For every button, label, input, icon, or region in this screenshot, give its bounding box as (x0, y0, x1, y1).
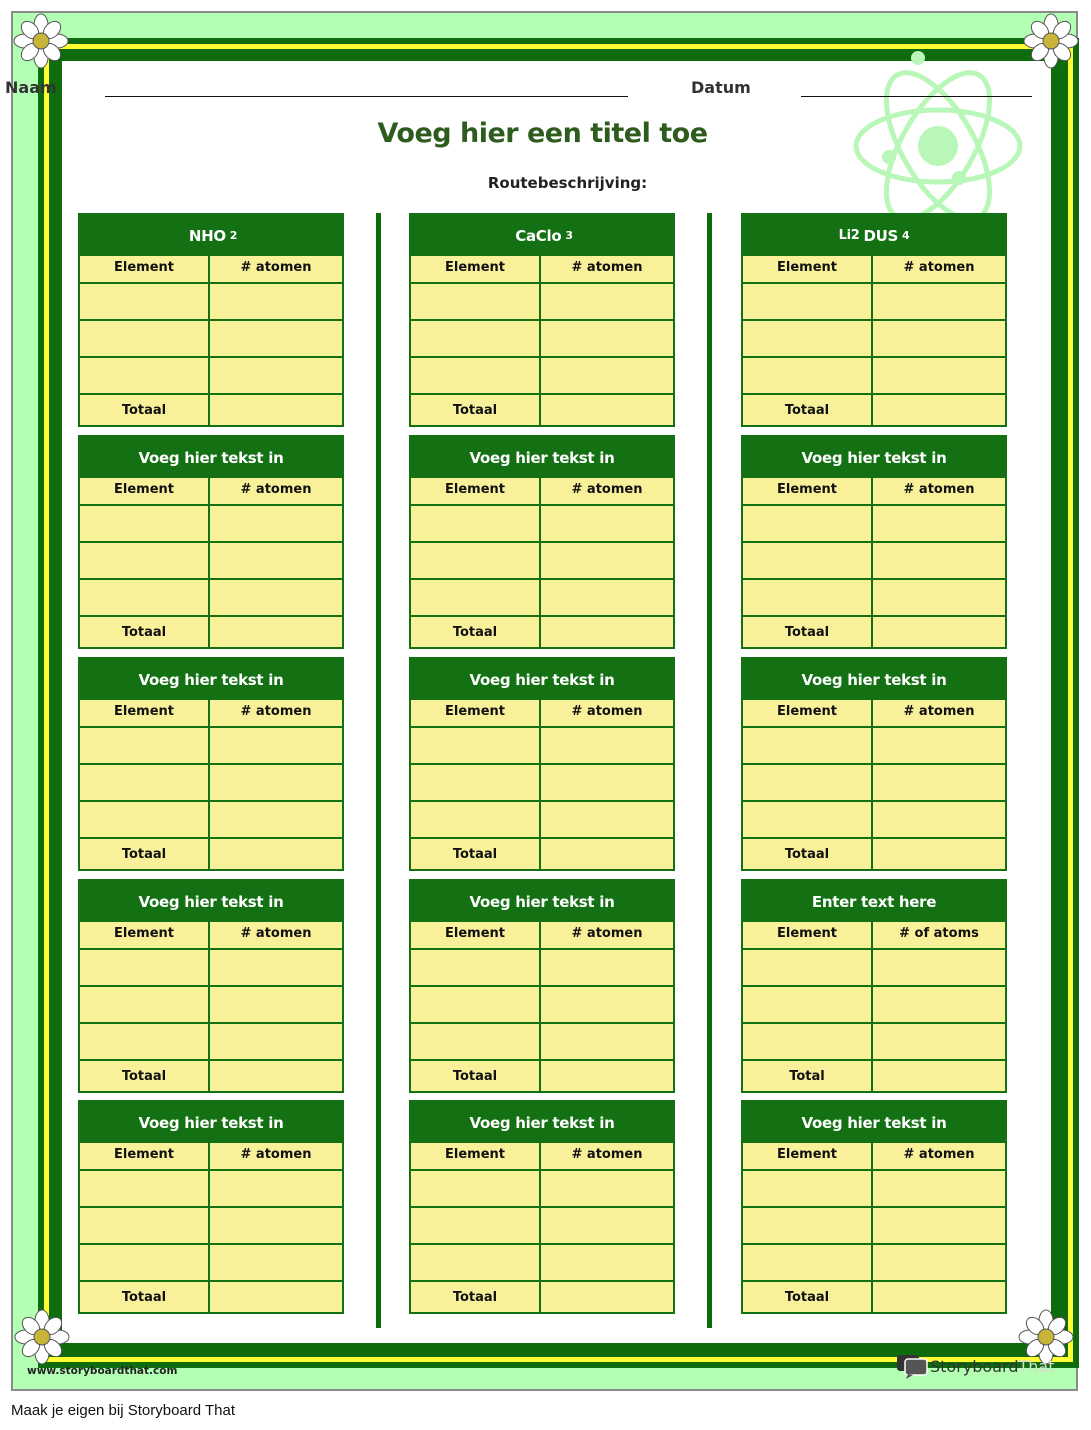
card-title-text: NHO (188, 226, 226, 245)
element-cell[interactable] (80, 987, 210, 1024)
element-cell[interactable] (411, 950, 541, 987)
atoms-cell[interactable] (541, 950, 673, 987)
column-header-atoms: # atomen (210, 478, 342, 506)
card-title-prefix: Li2 (838, 228, 860, 243)
element-cell[interactable] (743, 321, 873, 358)
total-label: Totaal (80, 1061, 210, 1091)
card-title-subscript: 3 (565, 229, 573, 242)
atom-count-table (80, 478, 342, 647)
element-cell[interactable] (411, 728, 541, 765)
atoms-cell[interactable] (210, 506, 342, 543)
atoms-cell[interactable] (541, 765, 673, 802)
atom-count-table (411, 700, 673, 869)
instructions-label[interactable]: Routebeschrijving: (487, 174, 648, 192)
element-cell[interactable] (743, 1245, 873, 1282)
card-title-text: Voeg hier tekst in (138, 892, 284, 911)
atoms-cell[interactable] (873, 543, 1005, 580)
element-cell[interactable] (80, 358, 210, 395)
total-label: Totaal (411, 617, 541, 647)
column-header-atoms: # atomen (210, 922, 342, 950)
atoms-cell[interactable] (873, 802, 1005, 839)
molecule-card (409, 213, 675, 427)
daisy-flower-icon (13, 13, 69, 69)
element-cell[interactable] (743, 284, 873, 321)
element-cell[interactable] (80, 506, 210, 543)
total-label: Totaal (411, 839, 541, 869)
card-title[interactable] (743, 659, 1005, 700)
element-cell[interactable] (743, 1171, 873, 1208)
card-title-text: Voeg hier tekst in (801, 1113, 947, 1132)
molecule-card (409, 435, 675, 649)
element-cell[interactable] (411, 358, 541, 395)
atoms-cell[interactable] (873, 1245, 1005, 1282)
element-cell[interactable] (80, 802, 210, 839)
atoms-cell[interactable] (873, 284, 1005, 321)
column-header-atoms: # atomen (541, 478, 673, 506)
atoms-cell[interactable] (210, 1171, 342, 1208)
atoms-cell[interactable] (873, 728, 1005, 765)
element-cell[interactable] (80, 1208, 210, 1245)
column-header-element: Element (411, 1143, 541, 1171)
element-cell[interactable] (743, 1208, 873, 1245)
total-label: Totaal (411, 1061, 541, 1091)
atom-count-table (80, 700, 342, 869)
element-cell[interactable] (743, 950, 873, 987)
atoms-cell[interactable] (210, 1245, 342, 1282)
element-cell[interactable] (80, 543, 210, 580)
atoms-cell[interactable] (541, 1245, 673, 1282)
footer-url: www.storyboardthat.com (27, 1365, 178, 1377)
card-title-text: Voeg hier tekst in (801, 448, 947, 467)
atoms-cell[interactable] (541, 987, 673, 1024)
atoms-cell[interactable] (541, 358, 673, 395)
total-value-cell[interactable] (873, 1282, 1005, 1312)
molecule-card (741, 213, 1007, 427)
card-title-text: Voeg hier tekst in (469, 670, 615, 689)
element-cell[interactable] (80, 580, 210, 617)
element-cell[interactable] (80, 284, 210, 321)
atoms-cell[interactable] (541, 321, 673, 358)
total-value-cell[interactable] (210, 1282, 342, 1312)
column-header-element: Element (743, 922, 873, 950)
molecule-card (741, 657, 1007, 871)
date-line[interactable] (801, 96, 1032, 97)
atom-count-table (411, 1143, 673, 1312)
atom-count-table (743, 256, 1005, 425)
column-header-atoms: # atomen (873, 1143, 1005, 1171)
molecule-card (409, 657, 675, 871)
atom-count-table (80, 1143, 342, 1312)
card-title[interactable] (80, 1102, 342, 1143)
column-header-element: Element (411, 478, 541, 506)
atom-count-table (743, 478, 1005, 647)
element-cell[interactable] (743, 506, 873, 543)
element-cell[interactable] (743, 358, 873, 395)
total-value-cell[interactable] (541, 1282, 673, 1312)
column-header-atoms: # atomen (210, 700, 342, 728)
total-value-cell[interactable] (541, 617, 673, 647)
atoms-cell[interactable] (873, 321, 1005, 358)
atoms-cell[interactable] (541, 728, 673, 765)
element-cell[interactable] (80, 1171, 210, 1208)
atoms-cell[interactable] (873, 1171, 1005, 1208)
card-title-text: Voeg hier tekst in (138, 1113, 284, 1132)
card-title-subscript: 2 (229, 229, 238, 242)
total-value-cell[interactable] (210, 617, 342, 647)
card-title[interactable] (411, 215, 673, 256)
total-value-cell[interactable] (873, 395, 1005, 425)
atoms-cell[interactable] (210, 987, 342, 1024)
atoms-cell[interactable] (873, 987, 1005, 1024)
element-cell[interactable] (743, 728, 873, 765)
card-title-text: DUS (863, 226, 899, 245)
atoms-cell[interactable] (541, 580, 673, 617)
card-title[interactable] (411, 1102, 673, 1143)
card-title[interactable] (743, 1102, 1005, 1143)
total-value-cell[interactable] (210, 395, 342, 425)
total-label: Totaal (411, 1282, 541, 1312)
molecule-card (78, 213, 344, 427)
total-label: Totaal (743, 1282, 873, 1312)
atoms-cell[interactable] (541, 802, 673, 839)
atoms-cell[interactable] (873, 950, 1005, 987)
card-title[interactable] (411, 659, 673, 700)
element-cell[interactable] (80, 950, 210, 987)
column-header-atoms: # atomen (541, 256, 673, 284)
atoms-cell[interactable] (541, 1024, 673, 1061)
total-value-cell[interactable] (210, 839, 342, 869)
element-cell[interactable] (411, 284, 541, 321)
element-cell[interactable] (411, 1024, 541, 1061)
molecule-card (78, 879, 344, 1093)
atom-count-table (411, 478, 673, 647)
card-title[interactable] (80, 659, 342, 700)
atom-count-table (411, 256, 673, 425)
element-cell[interactable] (411, 987, 541, 1024)
card-title[interactable] (80, 437, 342, 478)
column-divider (707, 213, 712, 1328)
element-cell[interactable] (411, 580, 541, 617)
card-title[interactable] (411, 437, 673, 478)
card-title[interactable] (80, 215, 342, 256)
card-title[interactable] (411, 881, 673, 922)
card-title[interactable] (80, 881, 342, 922)
atoms-cell[interactable] (873, 506, 1005, 543)
element-cell[interactable] (80, 765, 210, 802)
element-cell[interactable] (743, 765, 873, 802)
column-header-element: Element (743, 256, 873, 284)
molecule-card (78, 435, 344, 649)
molecule-card (409, 879, 675, 1093)
total-value-cell[interactable] (873, 1061, 1005, 1091)
column-header-element: Element (743, 1143, 873, 1171)
atoms-cell[interactable] (541, 1171, 673, 1208)
atom-count-table (743, 922, 1005, 1091)
molecule-card (741, 435, 1007, 649)
atoms-cell[interactable] (873, 765, 1005, 802)
atoms-cell[interactable] (873, 1208, 1005, 1245)
total-label: Totaal (80, 617, 210, 647)
atoms-cell[interactable] (210, 1208, 342, 1245)
element-cell[interactable] (80, 1024, 210, 1061)
total-value-cell[interactable] (541, 1061, 673, 1091)
card-title-text: Enter text here (811, 892, 937, 911)
column-header-atoms: # atomen (210, 1143, 342, 1171)
name-label: Naam (5, 78, 57, 97)
card-title[interactable] (743, 437, 1005, 478)
daisy-flower-icon (1023, 13, 1079, 69)
name-line[interactable] (105, 96, 628, 97)
total-value-cell[interactable] (541, 839, 673, 869)
element-cell[interactable] (743, 580, 873, 617)
molecule-card (78, 1100, 344, 1314)
column-header-atoms: # atomen (541, 922, 673, 950)
atoms-cell[interactable] (210, 284, 342, 321)
page-title[interactable]: Voeg hier een titel toe (377, 118, 708, 149)
atom-icon (842, 50, 1038, 220)
total-label: Totaal (80, 395, 210, 425)
column-header-atoms: # atomen (873, 700, 1005, 728)
total-value-cell[interactable] (873, 839, 1005, 869)
date-label: Datum (691, 78, 751, 97)
card-title-text: Voeg hier tekst in (138, 448, 284, 467)
column-header-element: Element (743, 478, 873, 506)
total-value-cell[interactable] (541, 395, 673, 425)
column-header-atoms: # atomen (873, 256, 1005, 284)
atoms-cell[interactable] (541, 543, 673, 580)
atom-count-table (743, 700, 1005, 869)
total-label: Totaal (411, 395, 541, 425)
atoms-cell[interactable] (210, 802, 342, 839)
element-cell[interactable] (743, 543, 873, 580)
card-title-text: Voeg hier tekst in (138, 670, 284, 689)
atoms-cell[interactable] (541, 284, 673, 321)
element-cell[interactable] (743, 1024, 873, 1061)
column-header-element: Element (80, 478, 210, 506)
card-title[interactable] (743, 881, 1005, 922)
storyboardthat-logo-icon (896, 1353, 930, 1379)
element-cell[interactable] (80, 1245, 210, 1282)
element-cell[interactable] (411, 543, 541, 580)
atoms-cell[interactable] (541, 1208, 673, 1245)
element-cell[interactable] (743, 987, 873, 1024)
daisy-flower-icon (14, 1309, 70, 1365)
atom-count-table (411, 922, 673, 1091)
total-label: Totaal (743, 617, 873, 647)
element-cell[interactable] (411, 506, 541, 543)
column-header-element: Element (80, 700, 210, 728)
total-label: Totaal (80, 839, 210, 869)
atoms-cell[interactable] (210, 358, 342, 395)
total-label: Totaal (80, 1282, 210, 1312)
element-cell[interactable] (411, 1245, 541, 1282)
element-cell[interactable] (743, 802, 873, 839)
footer-caption[interactable]: Maak je eigen bij Storyboard That (11, 1402, 236, 1419)
logo-text-main: Storyboard (930, 1356, 1019, 1376)
atoms-cell[interactable] (541, 506, 673, 543)
molecule-card (741, 879, 1007, 1093)
element-cell[interactable] (411, 802, 541, 839)
column-divider (376, 213, 381, 1328)
column-header-element: Element (743, 700, 873, 728)
column-header-atoms: # atomen (210, 256, 342, 284)
atoms-cell[interactable] (210, 728, 342, 765)
column-header-atoms: # atomen (541, 700, 673, 728)
atoms-cell[interactable] (873, 358, 1005, 395)
molecule-card (409, 1100, 675, 1314)
column-header-atoms: # of atoms (873, 922, 1005, 950)
column-header-element: Element (80, 256, 210, 284)
atoms-cell[interactable] (210, 1024, 342, 1061)
total-label: Totaal (743, 395, 873, 425)
card-title-text: Voeg hier tekst in (801, 670, 947, 689)
atom-count-table (743, 1143, 1005, 1312)
element-cell[interactable] (411, 1208, 541, 1245)
atoms-cell[interactable] (210, 543, 342, 580)
atom-count-table (80, 922, 342, 1091)
card-title-subscript: 4 (902, 229, 910, 242)
card-title-text: Voeg hier tekst in (469, 1113, 615, 1132)
column-header-element: Element (80, 922, 210, 950)
total-label: Total (743, 1061, 873, 1091)
element-cell[interactable] (411, 321, 541, 358)
molecule-card (741, 1100, 1007, 1314)
element-cell[interactable] (80, 728, 210, 765)
card-title-text: CaClo (515, 226, 562, 245)
column-header-atoms: # atomen (873, 478, 1005, 506)
logo-text-suffix: That (1018, 1356, 1055, 1376)
atoms-cell[interactable] (210, 950, 342, 987)
column-header-element: Element (411, 256, 541, 284)
atoms-cell[interactable] (210, 321, 342, 358)
atom-count-table (80, 256, 342, 425)
total-value-cell[interactable] (873, 617, 1005, 647)
card-title-text: Voeg hier tekst in (469, 448, 615, 467)
total-label: Totaal (743, 839, 873, 869)
atoms-cell[interactable] (210, 765, 342, 802)
element-cell[interactable] (411, 765, 541, 802)
element-cell[interactable] (411, 1171, 541, 1208)
storyboardthat-logo (896, 1352, 1054, 1380)
total-value-cell[interactable] (210, 1061, 342, 1091)
column-header-element: Element (411, 700, 541, 728)
column-header-element: Element (411, 922, 541, 950)
atoms-cell[interactable] (210, 580, 342, 617)
card-title-text: Voeg hier tekst in (469, 892, 615, 911)
atoms-cell[interactable] (873, 1024, 1005, 1061)
column-header-element: Element (80, 1143, 210, 1171)
card-title[interactable] (743, 215, 1005, 256)
column-header-atoms: # atomen (541, 1143, 673, 1171)
element-cell[interactable] (80, 321, 210, 358)
molecule-card (78, 657, 344, 871)
atoms-cell[interactable] (873, 580, 1005, 617)
